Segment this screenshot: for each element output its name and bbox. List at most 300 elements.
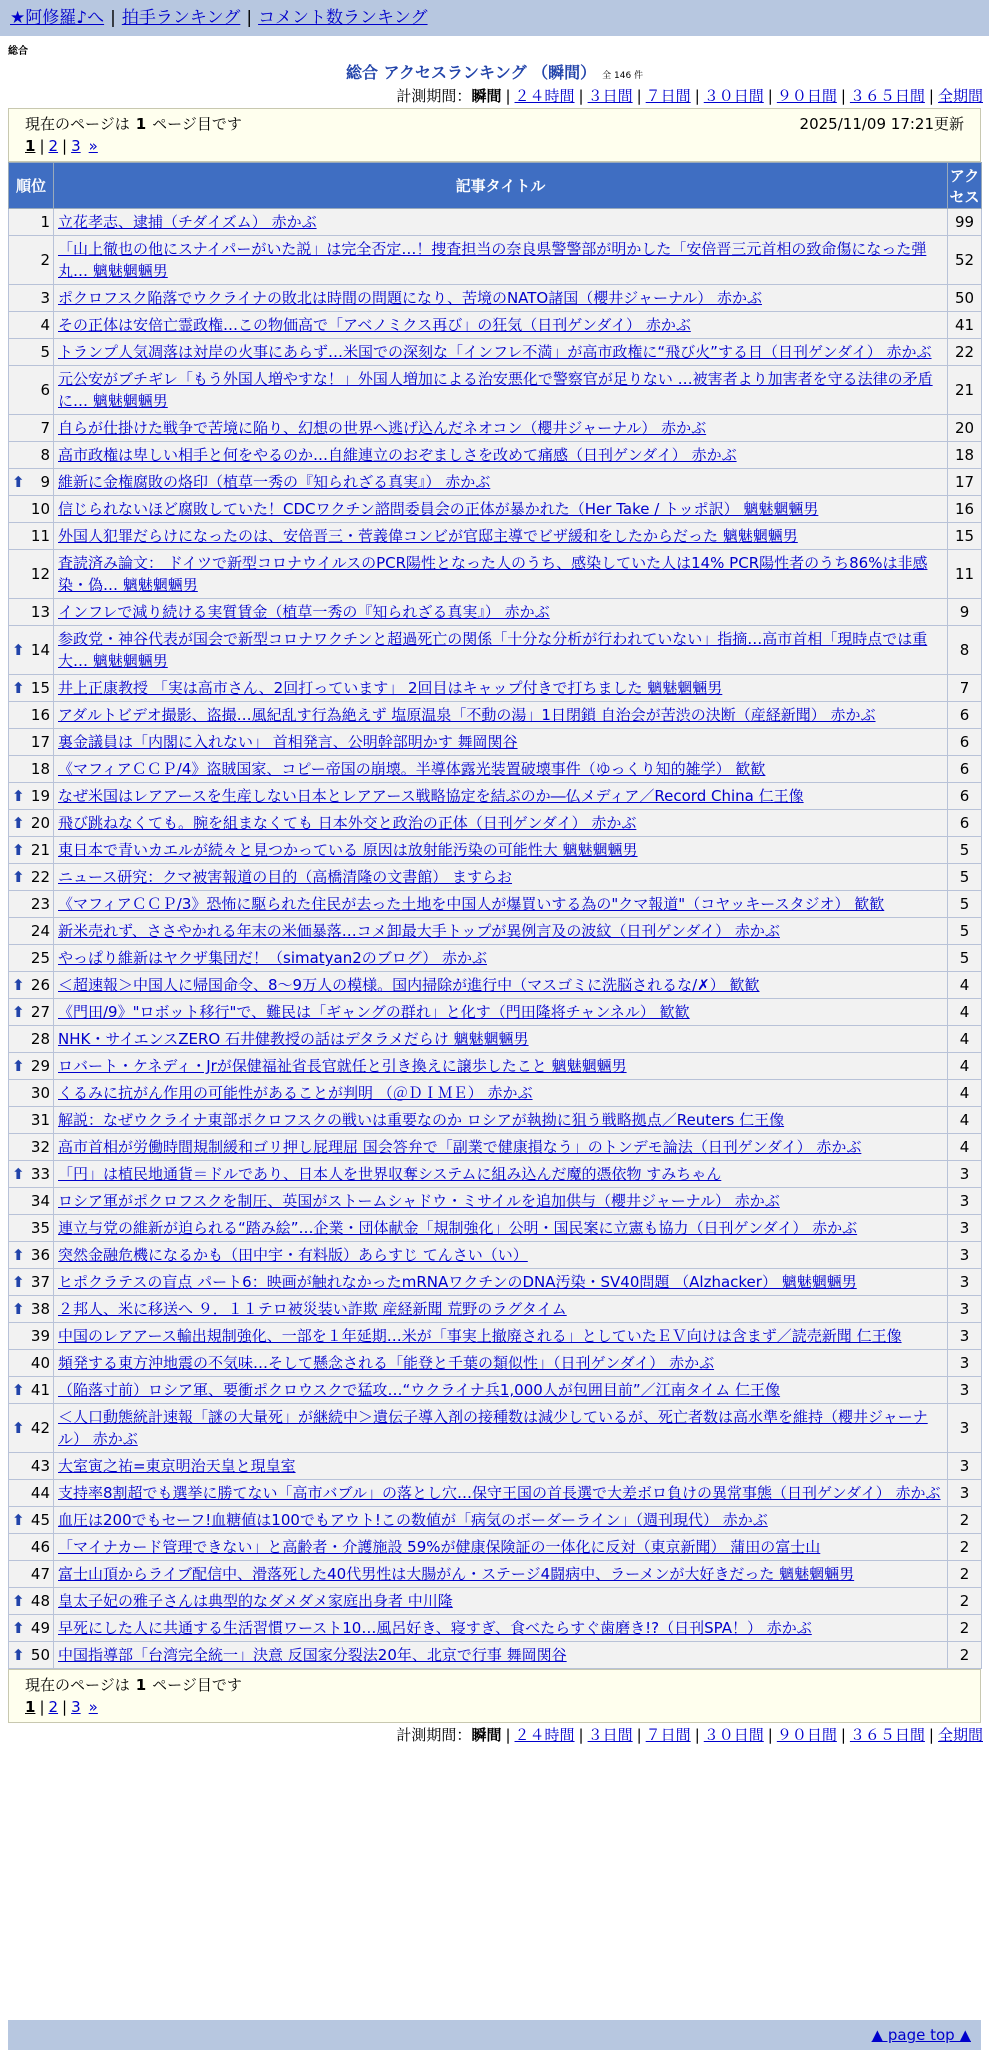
title-cell xyxy=(54,1134,948,1161)
title-cell xyxy=(54,442,948,469)
title-cell xyxy=(54,999,948,1026)
period-link[interactable]: ３０日間 xyxy=(703,87,764,105)
access-count: 7 xyxy=(948,675,982,702)
article-title-link[interactable]: 裏金議員は「内閣に入れない」 首相発言、公明幹部明かす 舞岡関谷 xyxy=(58,733,518,751)
nav-separator: | xyxy=(246,8,253,28)
article-title-link[interactable]: 突然金融危機になるかも（田中宇・有料版）あらすじ てんさい（い） xyxy=(58,1246,528,1264)
rank-number: 29 xyxy=(30,1057,50,1075)
up-arrow-icon: ⬆ xyxy=(12,976,25,994)
pager-page-current: 1 xyxy=(25,137,36,155)
period-link[interactable]: ３日間 xyxy=(587,87,633,105)
updated-timestamp: 2025/11/09 17:21更新 xyxy=(799,115,964,133)
access-count: 52 xyxy=(948,236,982,285)
comment-ranking-link[interactable]: コメント数ランキング xyxy=(258,8,428,28)
period-link[interactable]: ２４時間 xyxy=(514,87,575,105)
rank-number: 1 xyxy=(40,213,50,231)
article-title-link[interactable]: くるみに抗がん作用の可能性があることが判明 （＠ＤＩＭＥ） 赤かぶ xyxy=(58,1084,533,1102)
article-title-link[interactable]: 自らが仕掛けた戦争で苦境に陥り、幻想の世界へ逃げ込んだネオコン（櫻井ジャーナル） 赤かぶ xyxy=(58,419,707,437)
table-row xyxy=(9,1134,982,1161)
rank-number: 21 xyxy=(30,841,50,859)
rank-number: 48 xyxy=(30,1592,50,1610)
period-selector-bottom xyxy=(0,1723,989,1747)
article-title-link[interactable]: 維新に金権腐敗の烙印（植草一秀の『知られざる真実』） 赤かぶ xyxy=(58,473,491,491)
table-row xyxy=(9,523,982,550)
rank-number: 43 xyxy=(30,1457,50,1475)
rank-cell xyxy=(9,442,54,469)
table-row xyxy=(9,1453,982,1480)
rank-cell xyxy=(9,312,54,339)
title-cell xyxy=(54,496,948,523)
article-title-link[interactable]: 中国のレアアース輸出規制強化、一部を１年延期…米が「事実上撤廃される」としていたＥＶ向けは含まず／読売新聞 仁王像 xyxy=(58,1327,902,1345)
article-title-link[interactable]: 中国指導部「台湾完全統一」決意 反国家分裂法20年、北京で行事 舞岡関谷 xyxy=(58,1646,567,1664)
access-count: 4 xyxy=(948,972,982,999)
article-title-link[interactable]: 飛び跳ねなくても。腕を組まなくても 日本外交と政治の正体（日刊ゲンダイ） 赤かぶ xyxy=(58,814,637,832)
article-title-link[interactable]: 査読済み論文： ドイツで新型コロナウイルスのPCR陽性となった人のうち、感染していた人は14% PCR陽性者のうち86%は非感染・偽… 魑魅魍魎男 xyxy=(58,554,928,594)
title-cell xyxy=(54,1534,948,1561)
access-count: 6 xyxy=(948,702,982,729)
pager-status xyxy=(25,1674,242,1696)
article-title-link[interactable]: 解説：なぜウクライナ東部ポクロフスクの戦いは重要なのか ロシアが執拗に狙う戦略拠点／Reuters 仁王像 xyxy=(58,1111,785,1129)
rank-cell xyxy=(9,1134,54,1161)
access-count: 6 xyxy=(948,783,982,810)
article-title-link[interactable]: 「マイナカード管理できない」と高齢者・介護施設 59%が健康保険証の一体化に反対（東京新聞） 蒲田の富士山 xyxy=(58,1538,821,1556)
table-row xyxy=(9,209,982,236)
pager-links xyxy=(25,1696,964,1718)
top-nav-bar xyxy=(0,0,989,36)
up-arrow-icon: ⬆ xyxy=(12,641,25,659)
table-row xyxy=(9,312,982,339)
access-count: 2 xyxy=(948,1561,982,1588)
article-title-link[interactable]: ロシア軍がポクロフスクを制圧、英国がストームシャドウ・ミサイルを追加供与（櫻井ジャーナル） 赤かぶ xyxy=(58,1192,780,1210)
article-title-link[interactable]: 高市首相が労働時間規制緩和ゴリ押し屁理屈 国会答弁で「副業で健康損なう」のトンデモ論法（日刊ゲンダイ） 赤かぶ xyxy=(58,1138,862,1156)
access-count: 6 xyxy=(948,810,982,837)
article-title-link[interactable]: 新米売れず、ささやかれる年末の米価暴落…コメ卸最大手トップが異例言及の波紋（日刊ゲンダイ） 赤かぶ xyxy=(58,922,780,940)
article-title-link[interactable]: 富士山頂からライブ配信中、滑落死した40代男性は大腸がん・ステージ4闘病中、ラーメンが大好きだった 魑魅魍魎男 xyxy=(58,1565,855,1583)
title-cell xyxy=(54,972,948,999)
rank-number: 17 xyxy=(30,733,50,751)
table-row xyxy=(9,675,982,702)
table-row xyxy=(9,1161,982,1188)
rank-number: 2 xyxy=(40,251,50,269)
access-count: 4 xyxy=(948,1107,982,1134)
rank-cell xyxy=(9,1323,54,1350)
rank-cell xyxy=(9,864,54,891)
access-count: 3 xyxy=(948,1453,982,1480)
table-row xyxy=(9,1615,982,1642)
rank-cell xyxy=(9,469,54,496)
access-count: 2 xyxy=(948,1507,982,1534)
title-cell xyxy=(54,1188,948,1215)
rank-number: 49 xyxy=(30,1619,50,1637)
table-row xyxy=(9,783,982,810)
pager-text-pre: 現在のページは xyxy=(25,1676,130,1694)
access-count: 99 xyxy=(948,209,982,236)
article-title-link[interactable]: やっぱり維新はヤクザ集団だ！（simatyan2のブログ） 赤かぶ xyxy=(58,949,488,967)
page-top-link[interactable]: ▲ page top ▲ xyxy=(871,2026,971,2044)
title-cell xyxy=(54,1269,948,1296)
rank-cell xyxy=(9,1026,54,1053)
rank-number: 50 xyxy=(30,1646,50,1664)
rank-cell xyxy=(9,1296,54,1323)
article-title-link[interactable]: トランプ人気凋落は対岸の火事にあらず…米国での深刻な「インフレ不満」が高市政権に“飛び火”する日（日刊ゲンダイ） 赤かぶ xyxy=(58,343,932,361)
up-arrow-icon: ⬆ xyxy=(12,679,25,697)
access-count: 50 xyxy=(948,285,982,312)
table-row xyxy=(9,864,982,891)
access-count: 21 xyxy=(948,366,982,415)
title-cell xyxy=(54,1053,948,1080)
up-arrow-icon: ⬆ xyxy=(12,1273,25,1291)
period-link[interactable]: ９０日間 xyxy=(776,1726,837,1744)
pager-separator: | xyxy=(39,1698,45,1716)
title-cell xyxy=(54,1642,948,1669)
title-cell xyxy=(54,729,948,756)
rank-number: 47 xyxy=(30,1565,50,1583)
rank-number: 36 xyxy=(30,1246,50,1264)
table-row xyxy=(9,442,982,469)
up-arrow-icon: ⬆ xyxy=(12,1003,25,1021)
rank-cell xyxy=(9,599,54,626)
period-link[interactable]: ７日間 xyxy=(645,87,691,105)
title-cell xyxy=(54,1215,948,1242)
up-arrow-icon: ⬆ xyxy=(12,868,25,886)
rank-cell xyxy=(9,837,54,864)
period-link[interactable]: ３０日間 xyxy=(703,1726,764,1744)
title-cell xyxy=(54,1480,948,1507)
title-cell xyxy=(54,891,948,918)
access-count: 5 xyxy=(948,891,982,918)
table-row xyxy=(9,810,982,837)
rank-cell xyxy=(9,1507,54,1534)
rank-cell xyxy=(9,1080,54,1107)
rank-number: 25 xyxy=(30,949,50,967)
table-row xyxy=(9,918,982,945)
period-link[interactable]: ２４時間 xyxy=(514,1726,575,1744)
access-count: 5 xyxy=(948,864,982,891)
rank-cell xyxy=(9,366,54,415)
pager-separator: | xyxy=(62,137,68,155)
pager-page-link[interactable]: 3 xyxy=(71,1698,81,1716)
pager-page-current: 1 xyxy=(25,1698,36,1716)
pager-next-link[interactable]: » xyxy=(88,137,98,155)
title-cell xyxy=(54,1161,948,1188)
title-cell xyxy=(54,837,948,864)
rank-cell xyxy=(9,236,54,285)
period-separator: | xyxy=(505,1726,511,1744)
period-link[interactable]: 全期間 xyxy=(937,87,983,105)
rank-cell xyxy=(9,1350,54,1377)
title-cell xyxy=(54,1588,948,1615)
access-count: 9 xyxy=(948,599,982,626)
pager-bottom xyxy=(8,1669,981,1723)
article-title-link[interactable]: ２邦人、米に移送へ ９．１１テロ被災装い詐欺 産経新聞 荒野のラグタイム xyxy=(58,1300,567,1318)
article-title-link[interactable]: その正体は安倍亡霊政権…この物価高で「アベノミクス再び」の狂気（日刊ゲンダイ） 赤かぶ xyxy=(58,316,691,334)
period-link[interactable]: ３６５日間 xyxy=(849,1726,925,1744)
rank-number: 18 xyxy=(30,760,50,778)
article-title-link[interactable]: 支持率8割超でも選挙に勝てない「高市バブル」の落とし穴…保守王国の首長選で大差ボロ負けの異常事態（日刊ゲンダイ） 赤かぶ xyxy=(58,1484,941,1502)
access-count: 3 xyxy=(948,1323,982,1350)
table-row xyxy=(9,891,982,918)
rank-number: 16 xyxy=(30,706,50,724)
rank-cell xyxy=(9,810,54,837)
period-separator: | xyxy=(578,1726,584,1744)
pager-page-link[interactable]: 3 xyxy=(71,137,81,155)
article-title-link[interactable]: インフレで減り続ける実質賃金（植草一秀の『知られざる真実』） 赤かぶ xyxy=(58,603,550,621)
period-link[interactable]: ３日間 xyxy=(587,1726,633,1744)
period-link[interactable]: 全期間 xyxy=(937,1726,983,1744)
rank-cell xyxy=(9,1242,54,1269)
access-count: 3 xyxy=(948,1404,982,1453)
rank-cell xyxy=(9,523,54,550)
article-title-link[interactable]: ロバート・ケネディ・Jrが保健福祉省長官就任と引き換えに譲歩したこと 魑魅魍魎男 xyxy=(58,1057,627,1075)
pager-current-number: 1 xyxy=(135,115,147,133)
rank-cell xyxy=(9,1588,54,1615)
table-row xyxy=(9,837,982,864)
period-separator: | xyxy=(694,1726,700,1744)
article-title-link[interactable]: 参政党・神谷代表が国会で新型コロナワクチンと超過死亡の関係「十分な分析が行われていない」指摘…高市首相「現時点では重大… 魑魅魍魎男 xyxy=(58,630,928,670)
rank-number: 7 xyxy=(40,419,50,437)
pager-text-post: ページ目です xyxy=(152,1676,242,1694)
access-count: 4 xyxy=(948,999,982,1026)
table-row xyxy=(9,366,982,415)
period-label: 計測期間： xyxy=(396,87,472,105)
rank-number: 9 xyxy=(40,473,50,491)
up-arrow-icon: ⬆ xyxy=(12,1165,25,1183)
article-title-link[interactable]: NHK・サイエンスZERO 石井健教授の話はデタラメだらけ 魑魅魍魎男 xyxy=(58,1030,529,1048)
table-row xyxy=(9,1642,982,1669)
pager-page-link[interactable]: 2 xyxy=(48,137,59,155)
rank-number: 20 xyxy=(30,814,50,832)
rank-number: 41 xyxy=(30,1381,50,1399)
article-title-link[interactable]: 「山上徹也の他にスナイパーがいた説」は完全否定…！捜査担当の奈良県警警部が明かした「安倍晋三元首相の致命傷になった弾丸… 魑魅魍魎男 xyxy=(58,240,927,280)
rank-number: 45 xyxy=(30,1511,50,1529)
title-cell xyxy=(54,366,948,415)
title-cell xyxy=(54,810,948,837)
period-separator: | xyxy=(928,87,934,105)
article-title-link[interactable]: 「円」は植民地通貨＝ドルであり、日本人を世界収奪システムに組み込んだ魔的憑依物 すみちゃん xyxy=(58,1165,722,1183)
table-row xyxy=(9,236,982,285)
article-title-link[interactable]: 頻発する東方沖地震の不気味…そして懸念される「能登と千葉の類似性」（日刊ゲンダイ） 赤かぶ xyxy=(58,1354,715,1372)
title-cell xyxy=(54,209,948,236)
article-title-link[interactable]: 早死にした人に共通する生活習慣ワースト10…風呂好き、寝すぎ、食べたらすぐ歯磨き!?（日刊SPA！） 赤かぶ xyxy=(58,1619,812,1637)
rank-number: 27 xyxy=(30,1003,50,1021)
period-current: 瞬間 xyxy=(471,87,502,105)
access-count: 2 xyxy=(948,1615,982,1642)
rank-number: 42 xyxy=(30,1419,50,1437)
pager-text-post: ページ目です xyxy=(152,115,242,133)
table-row xyxy=(9,945,982,972)
rank-number: 19 xyxy=(30,787,50,805)
rank-number: 32 xyxy=(30,1138,50,1156)
table-row xyxy=(9,1026,982,1053)
article-title-link[interactable]: 立花孝志、逮捕（チダイズム） 赤かぶ xyxy=(58,213,317,231)
home-link[interactable]: ★阿修羅♪へ xyxy=(10,8,105,28)
article-title-link[interactable]: ニュース研究：クマ被害報道の目的（高橋清隆の文書館） ますらお xyxy=(58,868,513,886)
period-link[interactable]: ３６５日間 xyxy=(849,87,925,105)
access-count: 8 xyxy=(948,626,982,675)
column-header-title: 記事タイトル xyxy=(54,163,948,209)
pager-page-link[interactable]: 2 xyxy=(48,1698,59,1716)
title-cell xyxy=(54,1080,948,1107)
article-title-link[interactable]: 《マフィアＣＣＰ/3》恐怖に駆られた住民が去った土地を中国人が爆買いする為の"クマ報道"（コヤッキースタジオ） 歓歓 xyxy=(58,895,885,913)
pager-separator: | xyxy=(62,1698,68,1716)
rank-number: 33 xyxy=(30,1165,50,1183)
period-separator: | xyxy=(636,87,642,105)
rank-number: 44 xyxy=(30,1484,50,1502)
title-cell xyxy=(54,1107,948,1134)
rank-cell xyxy=(9,1404,54,1453)
article-title-link[interactable]: ＜人口動態統計速報「謎の大量死」が継続中＞遺伝子導入剤の接種数は減少しているが、死亡者数は高水準を維持（櫻井ジャーナル） 赤かぶ xyxy=(58,1408,928,1448)
table-row xyxy=(9,702,982,729)
rank-cell xyxy=(9,1188,54,1215)
table-row xyxy=(9,550,982,599)
article-title-link[interactable]: ヒポクラテスの盲点 パート6：映画が触れなかったmRNAワクチンのDNA汚染・SV40問題 （Alzhacker） 魑魅魍魎男 xyxy=(58,1273,857,1291)
title-cell xyxy=(54,339,948,366)
rank-cell xyxy=(9,918,54,945)
article-title-link[interactable]: 《門田/9》"ロボット移行"で、難民は「ギャングの群れ」と化す（門田隆将チャンネル） 歓歓 xyxy=(58,1003,690,1021)
access-count: 3 xyxy=(948,1269,982,1296)
rank-cell xyxy=(9,783,54,810)
title-cell xyxy=(54,1026,948,1053)
pager-status-row xyxy=(25,113,964,135)
table-row xyxy=(9,1242,982,1269)
title-cell xyxy=(54,626,948,675)
up-arrow-icon: ⬆ xyxy=(12,1381,25,1399)
rank-number: 11 xyxy=(30,527,50,545)
title-cell xyxy=(54,469,948,496)
article-title-link[interactable]: なぜ米国はレアアースを生産しない日本とレアアース戦略協定を結ぶのか―仏メディア／Record China 仁王像 xyxy=(58,787,804,805)
table-row xyxy=(9,972,982,999)
article-title-link[interactable]: 《マフィアＣＣＰ/4》盗賊国家、コピー帝国の崩壊。半導体露光装置破壊事件（ゆっくり知的雑学） 歓歓 xyxy=(58,760,766,778)
access-count: 5 xyxy=(948,945,982,972)
period-separator: | xyxy=(694,87,700,105)
up-arrow-icon: ⬆ xyxy=(12,1419,25,1437)
access-count: 2 xyxy=(948,1534,982,1561)
pager-links xyxy=(25,135,964,157)
rank-number: 26 xyxy=(30,976,50,994)
footer-bar xyxy=(8,2020,981,2050)
period-separator: | xyxy=(636,1726,642,1744)
rank-cell xyxy=(9,945,54,972)
access-count: 6 xyxy=(948,756,982,783)
table-row xyxy=(9,1188,982,1215)
title-cell xyxy=(54,550,948,599)
article-title-link[interactable]: 大室寅之祐=東京明治天皇と現皇室 xyxy=(58,1457,296,1475)
up-arrow-icon: ⬆ xyxy=(12,814,25,832)
period-separator: | xyxy=(505,87,511,105)
period-link[interactable]: ９０日間 xyxy=(776,87,837,105)
title-cell xyxy=(54,864,948,891)
page-title: 総合 アクセスランキング （瞬間） xyxy=(345,63,597,82)
period-link[interactable]: ７日間 xyxy=(645,1726,691,1744)
table-row xyxy=(9,729,982,756)
access-count: 3 xyxy=(948,1480,982,1507)
rank-cell xyxy=(9,891,54,918)
access-count: 22 xyxy=(948,339,982,366)
up-arrow-icon: ⬆ xyxy=(12,1646,25,1664)
rank-number: 24 xyxy=(30,922,50,940)
pager-next-link[interactable]: » xyxy=(88,1698,98,1716)
article-title-link[interactable]: 皇太子妃の雅子さんは典型的なダメダメ家庭出身者 中川隆 xyxy=(58,1592,453,1610)
title-cell xyxy=(54,1350,948,1377)
title-cell xyxy=(54,1507,948,1534)
access-count: 3 xyxy=(948,1215,982,1242)
article-title-link[interactable]: 東日本で青いカエルが続々と見つかっている 原因は放射能汚染の可能性大 魑魅魍魎男 xyxy=(58,841,638,859)
title-cell xyxy=(54,1453,948,1480)
rank-number: 22 xyxy=(30,868,50,886)
category-label: 総合 xyxy=(8,46,28,57)
title-cell xyxy=(54,1296,948,1323)
rank-cell xyxy=(9,756,54,783)
table-row xyxy=(9,756,982,783)
rank-number: 31 xyxy=(30,1111,50,1129)
pager-status-row xyxy=(25,1674,964,1696)
article-title-link[interactable]: 井上正康教授 「実は高市さん、2回打っています」 2回目はキャップ付きで打ちました 魑魅魍魎男 xyxy=(58,679,723,697)
period-separator: | xyxy=(840,87,846,105)
up-arrow-icon: ⬆ xyxy=(12,1300,25,1318)
rank-number: 14 xyxy=(30,641,50,659)
article-title-link[interactable]: 信じられないほど腐敗していた！CDCワクチン諮問委員会の正体が暴かれた（Her Take / トッポ訳） 魑魅魍魎男 xyxy=(58,500,819,518)
article-title-link[interactable]: 血圧は200でもセーフ!血糖値は100でもアウト!この数値が「病気のボーダーライン」（週刊現代） 赤かぶ xyxy=(58,1511,768,1529)
access-count: 17 xyxy=(948,469,982,496)
access-count: 4 xyxy=(948,1026,982,1053)
article-title-link[interactable]: ポクロフスク陥落でウクライナの敗北は時間の問題になり、苦境のNATO諸国（櫻井ジャーナル） 赤かぶ xyxy=(58,289,762,307)
clap-ranking-link[interactable]: 拍手ランキング xyxy=(121,8,241,28)
title-cell xyxy=(54,1561,948,1588)
rank-cell xyxy=(9,1215,54,1242)
up-arrow-icon: ⬆ xyxy=(12,1592,25,1610)
article-title-link[interactable]: 高市政権は卑しい相手と何をやるのか…自維連立のおぞましさを改めて痛感（日刊ゲンダイ） 赤かぶ xyxy=(58,446,737,464)
rank-cell xyxy=(9,1107,54,1134)
article-title-link[interactable]: （陥落寸前）ロシア軍、要衝ポクロウスクで猛攻…“ウクライナ兵1,000人が包囲目前”／江南タイム 仁王像 xyxy=(58,1381,781,1399)
rank-cell xyxy=(9,339,54,366)
up-arrow-icon: ⬆ xyxy=(12,841,25,859)
article-title-link[interactable]: 連立与党の維新が迫られる“踏み絵”…企業・団体献金「規制強化」公明・国民案に立憲も協力（日刊ゲンダイ） 赤かぶ xyxy=(58,1219,858,1237)
rank-number: 13 xyxy=(30,603,50,621)
article-title-link[interactable]: ＜超速報＞中国人に帰国命令、8～9万人の模様。国内掃除が進行中（マスゴミに洗脳されるな/✗） 歓歓 xyxy=(58,976,760,994)
table-row xyxy=(9,339,982,366)
total-count: 全 146 件 xyxy=(602,71,644,81)
title-cell xyxy=(54,599,948,626)
rank-number: 28 xyxy=(30,1030,50,1048)
access-count: 3 xyxy=(948,1377,982,1404)
table-row xyxy=(9,1269,982,1296)
rank-cell xyxy=(9,550,54,599)
pager-status xyxy=(25,113,242,135)
table-row xyxy=(9,599,982,626)
rank-cell xyxy=(9,1161,54,1188)
table-row xyxy=(9,1296,982,1323)
access-count: 11 xyxy=(948,550,982,599)
article-title-link[interactable]: アダルトビデオ撮影、盗撮…風紀乱す行為絶えず 塩原温泉「不動の湯」1日閉鎖 自治会が苦渋の決断（産経新聞） 赤かぶ xyxy=(58,706,876,724)
rank-cell xyxy=(9,1561,54,1588)
rank-number: 46 xyxy=(30,1538,50,1556)
table-row xyxy=(9,1215,982,1242)
article-title-link[interactable]: 外国人犯罪だらけになったのは、安倍晋三・菅義偉コンビが官邸主導でビザ緩和をしたからだった 魑魅魍魎男 xyxy=(58,527,798,545)
title-cell xyxy=(54,236,948,285)
rank-number: 12 xyxy=(30,565,50,583)
rank-number: 4 xyxy=(40,316,50,334)
rank-number: 34 xyxy=(30,1192,50,1210)
access-count: 6 xyxy=(948,729,982,756)
rank-cell xyxy=(9,1053,54,1080)
period-separator: | xyxy=(767,1726,773,1744)
rank-number: 40 xyxy=(30,1354,50,1372)
access-count: 4 xyxy=(948,1080,982,1107)
title-cell xyxy=(54,702,948,729)
table-row xyxy=(9,1350,982,1377)
pager-text-pre: 現在のページは xyxy=(25,115,130,133)
article-title-link[interactable]: 元公安がブチギレ「もう外国人増やすな！」外国人増加による治安悪化で警察官が足りない …被害者より加害者を守る法律の矛盾に… 魑魅魍魎男 xyxy=(58,370,933,410)
